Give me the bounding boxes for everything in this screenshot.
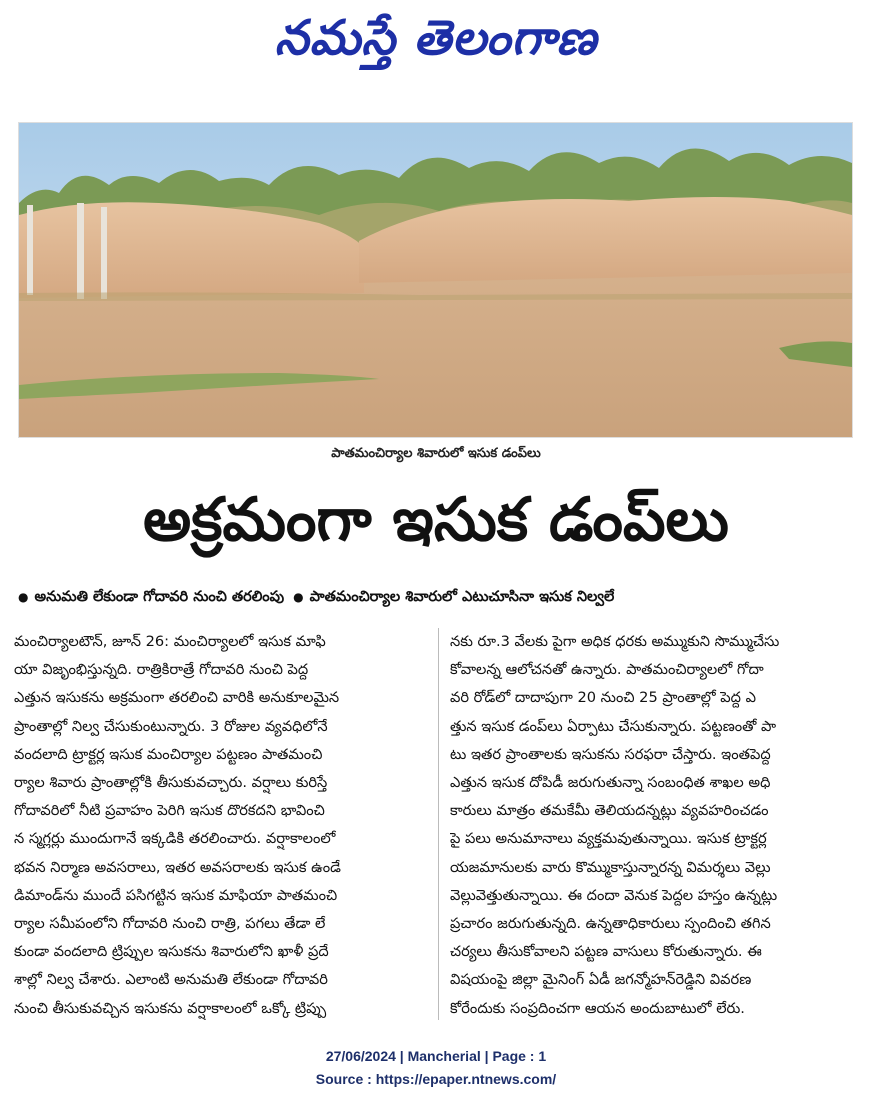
article-line: ఎత్తున ఇసుకను అక్రమంగా తరలించి వారికి అనుకూలమైన bbox=[14, 689, 340, 707]
article-line: కారులు మాత్రం తమకేమీ తెలియదన్నట్లు వ్యవహరించడం bbox=[450, 802, 769, 820]
news-photo bbox=[18, 122, 853, 438]
article-line: శాల్లో నిల్వ చేశారు. ఎలాంటి అనుమతి లేకుండా గోదావరి bbox=[14, 971, 328, 989]
article-line: ర్యాల సమీపంలోని గోదావరి నుంచి రాత్రి, పగలు తేడా లే bbox=[14, 915, 326, 933]
bullet-icon: ● bbox=[18, 590, 29, 604]
subheadlines bbox=[14, 586, 862, 608]
article-line: నకు రూ.3 వేలకు పైగా అధిక ధరకు అమ్ముకుని సొమ్ముచేసు bbox=[450, 633, 780, 650]
article-line: పై పలు అనుమానాలు వ్యక్తమవుతున్నాయి. ఇసుక ట్రాక్టర్ల bbox=[450, 830, 767, 848]
column-divider bbox=[438, 628, 439, 1020]
article-line: కోరేందుకు సంప్రదించగా ఆయన అందుబాటులో లేరు. bbox=[450, 999, 745, 1017]
footer-date-edition: 27/06/2024 | Mancherial | Page : 1 bbox=[325, 1048, 547, 1064]
article-line: కుండా వందలాది ట్రిప్పుల ఇసుకను శివారులోని ఖాళీ ప్రదే bbox=[14, 943, 329, 961]
article-line: మంచిర్యాలటౌన్‌, జూన్‌ 26: మంచిర్యాలలో ఇసుక మాఫి bbox=[14, 633, 326, 650]
article-line: త్తున ఇసుక డంప్‌లు ఏర్పాటు చేసుకున్నారు. పట్టణంతో పా bbox=[450, 717, 777, 735]
footer-source: Source : https://epaper.ntnews.com/ bbox=[315, 1071, 557, 1087]
article-line: నుంచి తీసుకువచ్చిన ఇసుకను వర్షాకాలంలో ఒక్కో ట్రిప్పు bbox=[14, 999, 327, 1017]
article-line: ప్రచారం జరుగుతున్నది. ఉన్నతాధికారులు స్పందించి తగిన bbox=[450, 915, 771, 933]
photo-caption: పాతమంచిర్యాల శివారులో ఇసుక డంప్‌లు bbox=[331, 446, 541, 461]
article-line: టు ఇతర ప్రాంతాలకు ఇసుకను సరఫరా చేస్తారు. ఇంతపెద్ద bbox=[450, 745, 771, 763]
article-line: ర్యాల శివారు ప్రాంతాల్లోకి తీసుకువచ్చారు. వర్షాలు కురిస్తే bbox=[14, 774, 328, 792]
headline: అక్రమంగా ఇసుక డంప్‌లు bbox=[143, 485, 729, 555]
article-line: వందలాది ట్రాక్టర్ల ఇసుక మంచిర్యాల పట్టణం పాతమంచి bbox=[14, 745, 323, 763]
subheadline-1: అనుమతి లేకుండా గోదావరి నుంచి తరలింపు bbox=[34, 589, 285, 605]
bullet-icon: ● bbox=[293, 590, 304, 604]
article-line: డిమాండ్‌ను ముందే పసిగట్టిన ఇసుక మాఫియా పాతమంచి bbox=[14, 886, 338, 904]
newspaper-masthead: నమస్తే తెలంగాణ bbox=[274, 10, 598, 66]
article-line: విషయంపై జిల్లా మైనింగ్‌ ఏడీ జగన్మోహన్‌రెడ్డిని వివరణ bbox=[450, 971, 752, 989]
article-line: వరి రోడ్‌లో దాదాపుగా 20 నుంచి 25 ప్రాంతాల్లో పెద్ద ఎ bbox=[450, 689, 756, 707]
article-column-left bbox=[14, 628, 430, 1028]
article-line: ప్రాంతాల్లో నిల్వ చేసుకుంటున్నారు. 3 రోజుల వ్యవధిలోనే bbox=[14, 717, 328, 735]
subheadline-2: పాతమంచిర్యాల శివారులో ఎటుచూసినా ఇసుక నిల్వలే bbox=[309, 589, 615, 605]
article-line: భవన నిర్మాణ అవసరాలు, ఇతర అవసరాలకు ఇసుక ఉండే bbox=[14, 858, 341, 876]
article-line: ఎత్తున ఇసుక దోపిడీ జరుగుతున్నా సంబంధిత శాఖల అధి bbox=[450, 774, 771, 792]
article-line: చర్యలు తీసుకోవాలని పట్టణ వాసులు కోరుతున్నారు. ఈ bbox=[450, 943, 762, 961]
article-line: యజమానులకు వారు కొమ్ముకాస్తున్నారన్న విమర్శలు వెల్లు bbox=[450, 858, 771, 876]
article-line: యా విజృంభిస్తున్నది. రాత్రికిరాత్రే గోదావరి నుంచి పెద్ద bbox=[14, 661, 309, 679]
article-line: వెల్లువెత్తుతున్నాయి. ఈ దందా వెనుక పెద్దల హస్తం ఉన్నట్లు bbox=[450, 886, 778, 904]
article-line: గోదావరిలో నీటి ప్రవాహం పెరిగి ఇసుక దొరకదని భావించి bbox=[14, 802, 325, 820]
article-line: న స్మగ్లర్లు ముందుగానే ఇక్కడికి తరలించారు. వర్షాకాలంలో bbox=[14, 830, 336, 848]
article-column-right bbox=[450, 628, 860, 1028]
article-line: కోవాలన్న ఆలోచనతో ఉన్నారు. పాతమంచిర్యాలలో గోదా bbox=[450, 661, 764, 679]
